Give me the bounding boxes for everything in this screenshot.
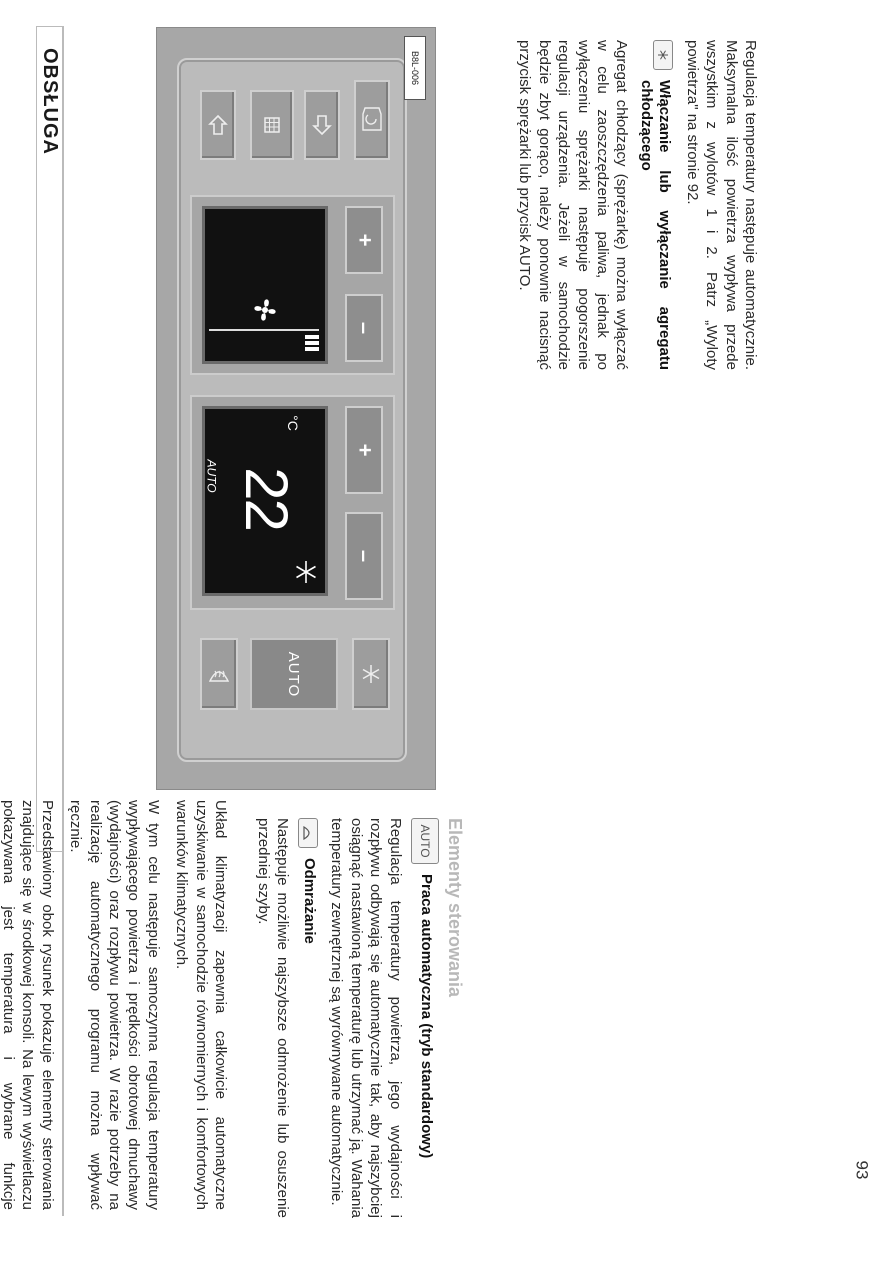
defrost-text: Następuje możliwie najszybsze odmrożenie lub osuszenie przedniej szyby. <box>254 818 291 1218</box>
auto-button[interactable] <box>250 638 338 710</box>
cooling-title: Włączanie lub wyłączanie agregatu chłodzącego <box>638 80 674 370</box>
lcd-auto-indicator: AUTO <box>204 459 219 493</box>
page-number <box>846 1140 876 1200</box>
defrost-key-icon <box>298 818 318 848</box>
fan-display <box>202 206 328 364</box>
ac-compressor-button[interactable] <box>352 638 390 710</box>
page-title <box>36 26 62 176</box>
arrow-right-icon <box>311 114 333 136</box>
lcd-temperature-value: 22 <box>232 467 300 530</box>
column-middle <box>244 818 464 1218</box>
temperature-plus-button[interactable] <box>345 406 383 494</box>
controls-section-title: Elementy sterowania <box>445 818 465 998</box>
fan-level-bar <box>209 329 319 331</box>
fan-plus-button[interactable] <box>345 206 383 274</box>
air-left-button[interactable] <box>200 90 236 160</box>
fan-icon <box>250 295 280 325</box>
page-title-text: OBSŁUGA <box>38 47 61 155</box>
column-left <box>0 800 230 1210</box>
fan-minus-button[interactable] <box>345 294 383 362</box>
defrost-button[interactable] <box>200 638 238 710</box>
lcd-temperature-unit: °C <box>284 415 301 431</box>
vent-center-button[interactable] <box>250 90 294 160</box>
intro-paragraph: Układ klimatyzacji zapewnia całkowicie automatyczne uzyskiwanie w samochodzie równomiernych i komfortowych warunków klimatycznych. <box>173 800 229 1210</box>
fan-level-indicator <box>305 335 319 355</box>
snowflake-icon <box>360 663 382 685</box>
auto-mode-heading <box>411 818 439 1218</box>
air-right-button[interactable] <box>304 90 340 160</box>
auto-button-label: AUTO <box>285 651 303 697</box>
defrost-title: Odmrażanie <box>300 858 318 944</box>
regulation-paragraph: W tym celu następuje samoczynna regulacja temperatury wypływającego powietrza i prędkości obrotowej dmuchawy (wydajności) oraz rozpływu powietrza. W razie potrzeby na realizację automatycznego programu można wpływać ręcznie. <box>67 800 162 1210</box>
snowflake-icon <box>293 559 319 585</box>
compressor-key-icon <box>653 40 673 70</box>
temperature-minus-button[interactable] <box>345 512 383 600</box>
fan-plus-label: + <box>351 233 377 247</box>
recirculation-car-icon <box>359 105 385 135</box>
auto-mode-text: Regulacja temperatury powietrza, jego wydajności i rozpływu odbywają się automatycznie tak, aby najszybciej osiągnąć nastawioną temperaturę lub utrzymać ją. Wahania temperatury zewnętrznej są wyrównywane automatycznie. <box>328 818 404 1218</box>
column-right <box>506 40 760 370</box>
figure-reference <box>404 36 426 100</box>
vent-grid-icon <box>262 115 282 135</box>
page-number-text: 93 <box>851 1160 871 1180</box>
temperature-minus-label: – <box>352 549 377 563</box>
temperature-plus-label: + <box>351 443 377 457</box>
auto-regulation-text: Regulacja temperatury następuje automatycznie. Maksymalna ilość powietrza wypływa przede wszystkim z wylotów 1 i 2. Patrz „Wyloty powietrza" na stronie 92. <box>683 40 759 370</box>
fan-minus-label: – <box>352 321 377 335</box>
recirculation-button[interactable] <box>354 80 390 160</box>
cooling-heading <box>637 40 673 370</box>
defrost-heading <box>298 818 318 1218</box>
auto-mode-title: Praca automatyczna (tryb standardowy) <box>417 874 435 1159</box>
auto-key-icon: AUTO <box>411 818 439 864</box>
windshield-defrost-icon <box>207 661 231 687</box>
figure-description-paragraph: Przedstawiony obok rysunek pokazuje elementy sterowania znajdujące się w środkowej konsoli. Na lewym wyświetlaczu pokazywana jest temperatura i wybrane funkcje <box>0 800 56 1210</box>
temperature-display <box>202 406 328 596</box>
figure-reference-text: B8L-006 <box>410 50 420 86</box>
cooling-text: Agregat chłodzący (sprężarkę) można wyłączać w celu zaoszczędzenia paliwa, jednak po wyłączeniu sprężarki następuje pogorszenie regulacji urządzenia. Jeżeli w samochodzie będzie zbyt gorąco, należy ponownie nacisnąć przycisk sprężarki lub przycisk AUTO. <box>516 40 631 370</box>
arrow-left-icon <box>207 114 229 136</box>
